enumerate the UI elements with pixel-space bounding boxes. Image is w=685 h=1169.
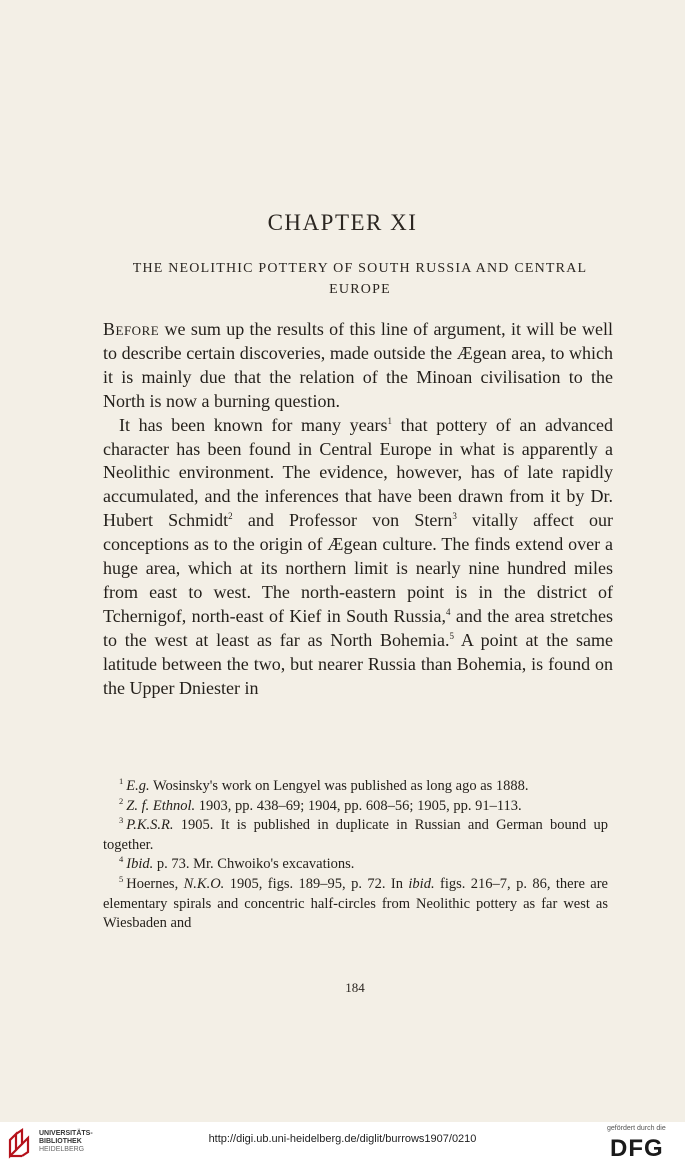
- footnote-text: figs. 216–7, p. 86, there are elementary spirals and concentric half-circles from Neolithic pottery as far west as Wiesbaden and: [103, 875, 608, 932]
- footnote-ref-2[interactable]: 2: [228, 511, 233, 522]
- paragraph-2-text-d: vitally affect our conceptions as to the origin of Ægean culture. The finds extend over a huge area, which at its northern limit is nearly nine hundred miles from east to west. The north-eastern point is in the district of Tchernigof, north-east of Kief in South Russia,: [103, 510, 613, 626]
- body-text: [103, 318, 613, 701]
- paragraph-2-text-f: A point at the same latitude between the two, but nearer Russia than Bohemia, is found on the Upper Dniester in: [103, 629, 613, 698]
- footnote-italic: ibid.: [408, 875, 435, 892]
- page-number: 184: [345, 980, 365, 995]
- footnote-2: [103, 797, 608, 817]
- footnote-ref-4[interactable]: 4: [446, 606, 451, 617]
- paragraph-2-text-c: and Professor von Stern: [232, 510, 453, 531]
- footnote-3: [103, 816, 608, 855]
- footnote-italic: E.g.: [126, 778, 150, 794]
- library-name-line-2: BIBLIOTHEK: [39, 1138, 82, 1145]
- footnotes: [103, 777, 608, 934]
- footnote-text: 1905, figs. 189–95, p. 72. In: [224, 875, 409, 892]
- footnote-italic: N.K.O.: [183, 875, 225, 892]
- footnote-italic: Ibid.: [126, 856, 154, 873]
- paragraph-2-text-b: that pottery of an advanced character has been found in Central Europe in what is apparently a Neolithic environment. The evidence, however, has of late rapidly accumulated, and the inferences that have been drawn from it by Dr. Hubert Schmidt: [103, 414, 613, 531]
- paragraph-1: [103, 318, 613, 414]
- chapter-subtitle: THE NEOLITHIC POTTERY OF SOUTH RUSSIA AND CENTRAL EUROPE: [132, 261, 588, 297]
- footnote-ref-1[interactable]: 1: [387, 415, 393, 426]
- footnote-italic: Z. f. Ethnol.: [126, 797, 196, 814]
- footnote-italic: P.K.S.R.: [126, 817, 174, 834]
- footnote-ref-3[interactable]: 3: [452, 511, 457, 522]
- footnote-4: [103, 855, 608, 875]
- paragraph-2-text-e: and the area stretches to the west at least as far as North Bohemia.: [103, 605, 613, 650]
- library-name-line-3: HEIDELBERG: [39, 1146, 85, 1153]
- footnote-text: p. 73. Mr. Chwoiko's excavations.: [153, 856, 355, 873]
- footnote-text: 1903, pp. 438–69; 1904, pp. 608–56; 1905, pp. 91–113.: [195, 797, 522, 814]
- footnote-5: [103, 875, 608, 934]
- footnote-text: Hoernes,: [126, 875, 184, 892]
- funded-by-label: gefördert durch die: [607, 1125, 666, 1132]
- footnote-1: [103, 777, 608, 797]
- footnote-number: 4: [119, 854, 124, 865]
- paragraph-2: [103, 414, 613, 701]
- library-name-line-1: UNIVERSITÄTS-: [39, 1130, 93, 1137]
- footnote-number: 1: [119, 776, 124, 786]
- footnote-number: 5: [119, 873, 124, 884]
- footnote-number: 2: [119, 795, 124, 806]
- paragraph-lead-word: Before: [103, 319, 160, 339]
- chapter-title: CHAPTER XI: [267, 210, 418, 235]
- footnote-text: 1905. It is published in duplicate in Russian and German bound up together.: [103, 817, 608, 853]
- paragraph-1-text: we sum up the results of this line of argument, it will be well to describe certain discoveries, made outside the Ægean area, to which it is mainly due that the relation of the Minoan civilisation to the North is now a burning question.: [103, 319, 613, 411]
- footnote-ref-5[interactable]: 5: [449, 630, 455, 641]
- dfg-logo[interactable]: DFG: [610, 1135, 664, 1162]
- permalink-url[interactable]: http://digi.ub.uni-heidelberg.de/diglit/burrows1907/0210: [208, 1133, 477, 1145]
- viewer-footer: [0, 1122, 685, 1169]
- paragraph-2-text-a: It has been known for many years: [119, 414, 388, 435]
- footnote-text: Wosinsky's work on Lengyel was published as long ago as 1888.: [149, 778, 529, 794]
- footnote-number: 3: [119, 815, 124, 826]
